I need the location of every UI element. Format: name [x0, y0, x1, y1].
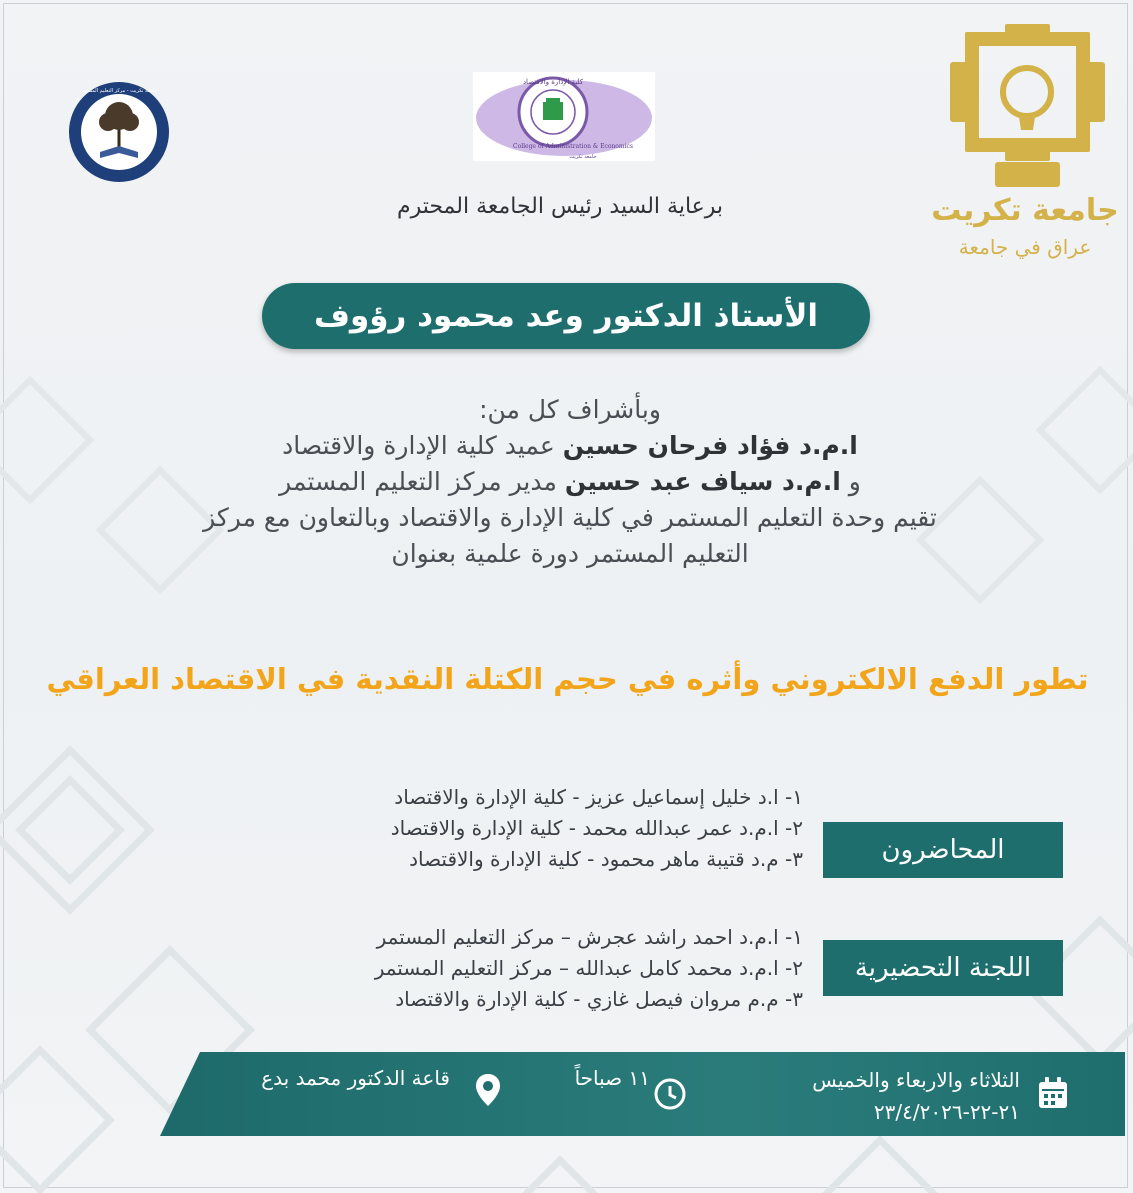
lecturer-item: ٢- ا.م.د عمر عبدالله محمد - كلية الإدارة والاقتصاد — [390, 816, 803, 840]
director-name: ا.م.د سياف عبد حسين — [564, 467, 841, 496]
organizer-line: تقيم وحدة التعليم المستمر في كلية الإدارة والاقتصاد وبالتعاون مع مركز — [203, 503, 937, 532]
event-days: الثلاثاء والاربعاء والخميس — [812, 1068, 1020, 1092]
college-logo-bottom: جامعة تكريت — [569, 154, 597, 160]
committee-list — [203, 922, 803, 1015]
patronage-line: برعاية السيد رئيس الجامعة المحترم — [396, 194, 724, 219]
tikrit-university-logo — [925, 22, 1125, 267]
dean-line — [90, 428, 1050, 464]
director-line — [90, 464, 1050, 500]
supervision-block — [90, 392, 1050, 572]
lecturer-item: ١- ا.د خليل إسماعيل عزيز - كلية الإدارة والاقتصاد — [394, 785, 803, 809]
supervision-heading: وبأشراف كل من: — [479, 395, 661, 424]
continuing-education-center-logo — [60, 80, 178, 184]
dean-title: عميد كلية الإدارة والاقتصاد — [282, 431, 563, 460]
university-logo-name: جامعة تكريت — [931, 193, 1119, 228]
calendar-icon — [1037, 1076, 1069, 1110]
event-venue: قاعة الدكتور محمد بدع — [261, 1066, 450, 1090]
committee-label: اللجنة التحضيرية — [854, 953, 1032, 983]
college-logo-text-ar: كلية الإدارة والاقتصاد — [522, 78, 584, 86]
president-name: الأستاذ الدكتور وعد محمود رؤوف — [313, 298, 819, 334]
committee-item: ٢- ا.م.د محمد كامل عبدالله – مركز التعليم المستمر — [374, 956, 803, 980]
college-logo-text-en: College of Administration & Economics — [513, 143, 633, 150]
location-pin-icon — [475, 1073, 501, 1107]
committee-item: ١- ا.م.د احمد راشد عجرش – مركز التعليم المستمر — [376, 925, 803, 949]
university-slogan: عراق في جامعة — [958, 235, 1092, 259]
committee-item: ٣- م.م مروان فيصل غازي - كلية الإدارة والاقتصاد — [395, 987, 803, 1011]
lecturer-item: ٣- م.د قتيبة ماهر محمود - كلية الإدارة والاقتصاد — [409, 847, 803, 871]
center-logo-text: جامعة تكريت - مركز التعليم المستمر — [80, 88, 158, 94]
lecturers-label: المحاضرون — [881, 835, 1005, 865]
director-title: مدير مركز التعليم المستمر — [279, 467, 565, 496]
event-time: ١١ صباحاً — [574, 1066, 650, 1090]
dean-name: ا.م.د فؤاد فرحان حسين — [562, 431, 858, 460]
director-prefix: و — [840, 467, 861, 496]
event-dates: ٢١-٢٢-٢٣/٤/٢٠٢٦ — [873, 1100, 1020, 1124]
college-logo — [473, 72, 655, 161]
clock-icon — [653, 1077, 687, 1111]
course-title: تطور الدفع الالكتروني وأثره في حجم الكتلة النقدية في الاقتصاد العراقي — [46, 662, 1089, 696]
course-intro-line: التعليم المستمر دورة علمية بعنوان — [391, 539, 749, 568]
lecturers-list — [203, 782, 803, 875]
